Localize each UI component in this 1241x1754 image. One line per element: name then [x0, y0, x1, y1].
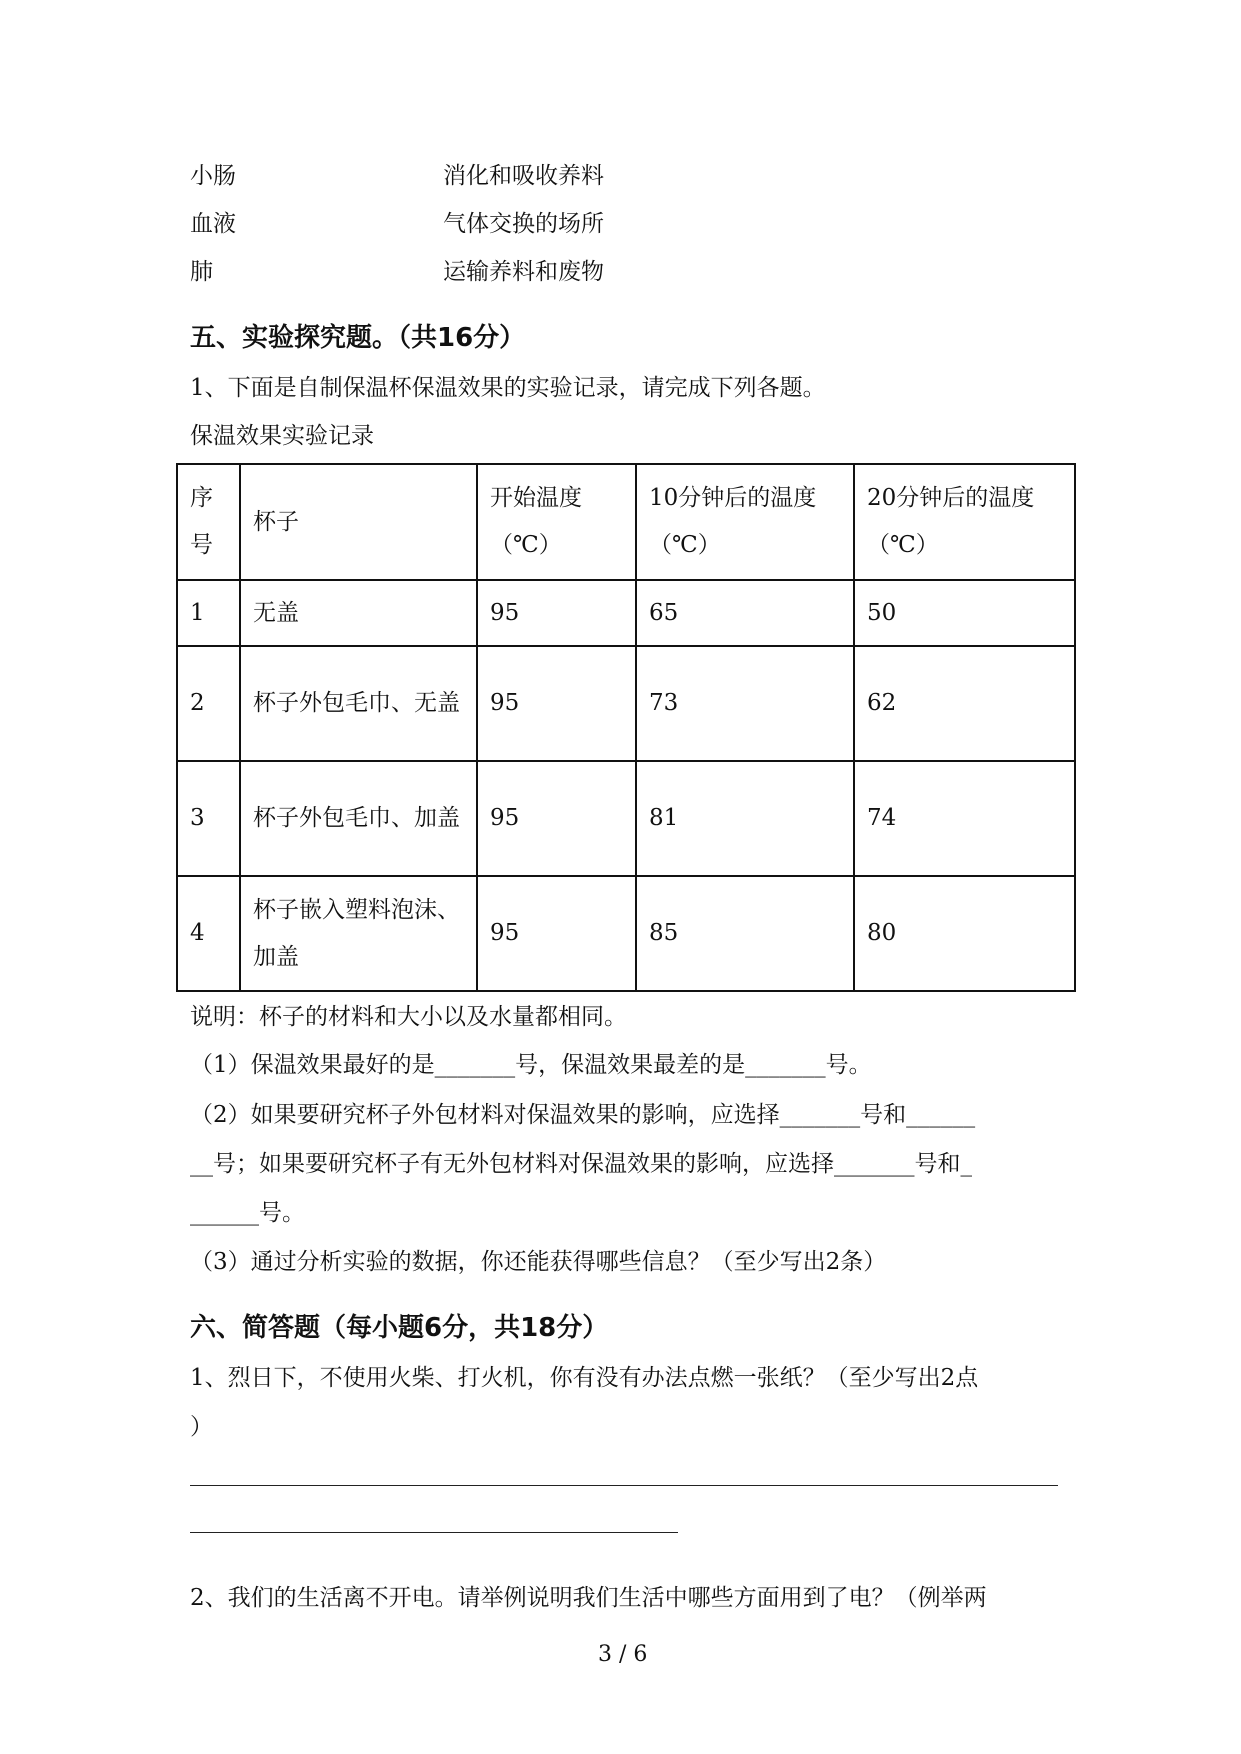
answer-line[interactable]	[190, 1485, 1058, 1486]
table-cell: 95	[477, 646, 636, 761]
question-5-1-intro: 1、下面是自制保温杯保温效果的实验记录，请完成下列各题。	[190, 375, 826, 401]
header-cell: 序号	[177, 464, 240, 580]
sub-question-2-line-3: ______号。	[190, 1200, 305, 1226]
table-cell: 80	[854, 876, 1075, 991]
question-6-1-line-1: 1、烈日下，不使用火柴、打火机，你有没有办法点燃一张纸？（至少写出2点	[190, 1365, 979, 1391]
matching-right-item: 运输养料和废物	[443, 259, 604, 285]
sub-question-1: （1）保温效果最好的是_______号，保温效果最差的是_______号。	[190, 1052, 872, 1078]
table-cell: 3	[177, 761, 240, 876]
table-row	[177, 876, 1075, 991]
table-note: 说明：杯子的材料和大小以及水量都相同。	[190, 1004, 627, 1030]
table-cell: 无盖	[240, 580, 477, 646]
matching-right-item: 消化和吸收养料	[443, 163, 604, 189]
table-cell: 4	[177, 876, 240, 991]
table-cell: 杯子嵌入塑料泡沫、加盖	[240, 876, 477, 991]
table-row	[177, 580, 1075, 646]
table-cell: 62	[854, 646, 1075, 761]
experiment-record-table	[176, 463, 1076, 992]
table-cell: 85	[636, 876, 854, 991]
table-cell: 95	[477, 876, 636, 991]
table-cell: 50	[854, 580, 1075, 646]
table-cell: 杯子外包毛巾、无盖	[240, 646, 477, 761]
table-cell: 73	[636, 646, 854, 761]
sub-question-3: （3）通过分析实验的数据，你还能获得哪些信息？（至少写出2条）	[190, 1249, 887, 1275]
table-cell: 95	[477, 761, 636, 876]
table-row	[177, 646, 1075, 761]
matching-left-item: 小肠	[190, 163, 236, 189]
table-cell: 65	[636, 580, 854, 646]
question-6-1-line-2: ）	[190, 1414, 213, 1440]
matching-left-item: 肺	[190, 259, 213, 285]
table-cell: 74	[854, 761, 1075, 876]
table-cell: 杯子外包毛巾、加盖	[240, 761, 477, 876]
section-5-title: 五、实验探究题。（共16分）	[190, 323, 526, 353]
table-cell: 1	[177, 580, 240, 646]
header-cell: 10分钟后的温度（℃）	[636, 464, 854, 580]
matching-left-item: 血液	[190, 211, 236, 237]
table-row	[177, 761, 1075, 876]
sub-question-2-line-1: （2）如果要研究杯子外包材料对保温效果的影响，应选择_______号和______	[190, 1102, 976, 1128]
table-cell: 81	[636, 761, 854, 876]
header-cell: 开始温度（℃）	[477, 464, 636, 580]
section-6-title: 六、简答题（每小题6分，共18分）	[190, 1313, 609, 1343]
sub-question-2-line-2: __号；如果要研究杯子有无外包材料对保温效果的影响，应选择_______号和_	[190, 1151, 972, 1177]
header-cell: 杯子	[240, 464, 477, 580]
matching-right-item: 气体交换的场所	[443, 211, 604, 237]
answer-line[interactable]	[190, 1532, 678, 1533]
question-6-2-line-1: 2、我们的生活离不开电。请举例说明我们生活中哪些方面用到了电？（例举两	[190, 1585, 987, 1611]
header-cell: 20分钟后的温度（℃）	[854, 464, 1075, 580]
table-cell: 95	[477, 580, 636, 646]
table-cell: 2	[177, 646, 240, 761]
page-number: 3 / 6	[598, 1642, 648, 1667]
table-caption: 保温效果实验记录	[190, 423, 374, 449]
table-header-row	[177, 464, 1075, 580]
